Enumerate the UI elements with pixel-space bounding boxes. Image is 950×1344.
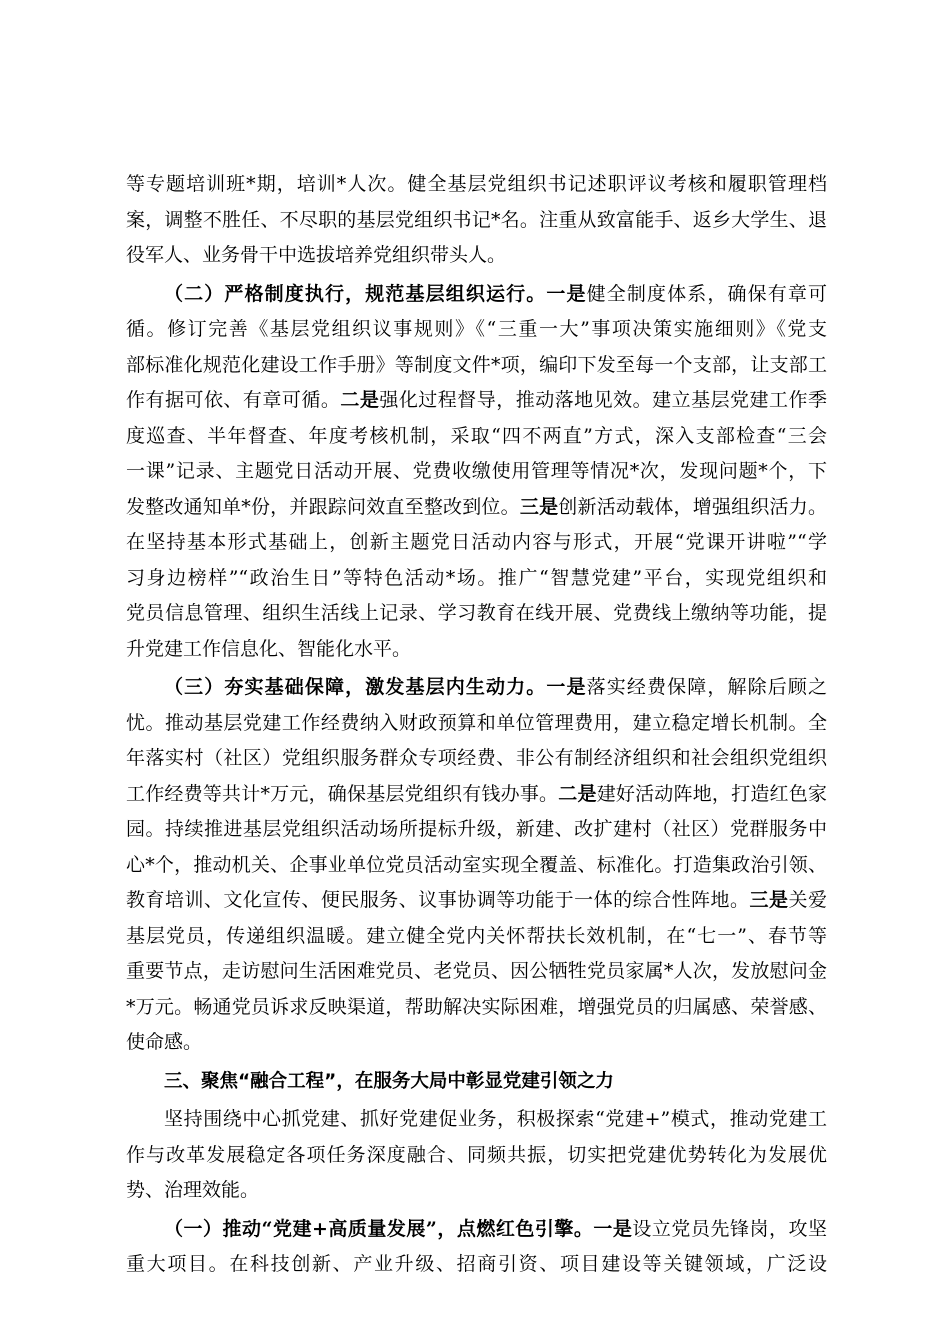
paragraph-line: 工作经费等共计*万元，确保基层党组织有钱办事。二是建好活动阵地，打造红色家: [126, 782, 827, 805]
paragraph-line: 役军人、业务骨干中选拔培养党组织带头人。: [126, 244, 507, 266]
enumeration-marker: 二是: [340, 389, 380, 411]
subsection-title: （二）严格制度执行，规范基层组织运行。: [164, 282, 547, 305]
paragraph-line: 作有据可依、有章可循。二是强化过程督导，推动落地见效。建立基层党建工作季: [126, 389, 827, 411]
enumeration-marker: 一是: [546, 282, 587, 305]
enumeration-marker: 一是: [593, 1217, 633, 1240]
paragraph-line: 坚持围绕中心抓党建、抓好党建促业务，积极探索“党建+”模式，推动党建工: [164, 1108, 827, 1130]
section-heading: 三、聚焦“融合工程”，在服务大局中彰显党建引领之力: [164, 1070, 614, 1092]
enumeration-marker: 一是: [546, 676, 587, 698]
paragraph-line: 重要节点，走访慰问生活困难党员、老党员、因公牺牲党员家属*人次，发放慰问金: [126, 960, 827, 982]
paragraph-line: 年落实村（社区）党组织服务群众专项经费、非公有制经济组织和社会组织党组织: [126, 747, 827, 769]
enumeration-marker: 三是: [749, 889, 789, 911]
paragraph-line: 一课”记录、主题党日活动开展、党费收缴使用管理等情况*次，发现问题*个，下: [126, 460, 827, 482]
paragraph-line: 势、治理效能。: [126, 1179, 260, 1201]
paragraph-line: 使命感。: [126, 1031, 203, 1053]
paragraph-line: 忧。推动基层党建工作经费纳入财政预算和单位管理费用，建立稳定增长机制。全: [126, 711, 827, 734]
paragraph-line: 教育培训、文化宣传、便民服务、议事协调等功能于一体的综合性阵地。三是关爱: [126, 889, 827, 911]
paragraph-line: 基层党员，传递组织温暖。建立健全党内关怀帮扶长效机制，在“七一”、春节等: [126, 924, 827, 947]
document-body: [126, 167, 827, 1283]
paragraph-line: 循。修订完善《基层党组织议事规则》《“三重一大”事项决策实施细则》《党支: [126, 318, 827, 340]
paragraph-line: 度巡查、半年督查、年度考核机制，采取“四不两直”方式，深入支部检查“三会: [126, 424, 827, 447]
enumeration-marker: 三是: [519, 495, 559, 518]
paragraph-line: 在坚持基本形式基础上，创新主题党日活动内容与形式，开展“党课开讲啦”“学: [126, 531, 827, 553]
subsection-title: （三）夯实基础保障，激发基层内生动力。: [164, 676, 547, 698]
paragraph-line: 部标准化规范化建设工作手册》等制度文件*项，编印下发至每一个支部，让支部工: [126, 353, 827, 376]
paragraph-line: 党员信息管理、组织生活线上记录、学习教育在线开展、党费线上缴纳等功能，提: [126, 602, 827, 624]
paragraph-line: 作与改革发展稳定各项任务深度融合、同频共振，切实把党建优势转化为发展优: [126, 1143, 827, 1166]
subsection-lead-line: （一）推动“党建+高质量发展”，点燃红色引擎。一是设立党员先锋岗，攻坚: [164, 1217, 827, 1240]
paragraph-line: 园。持续推进基层党组织活动场所提标升级，新建、改扩建村（社区）党群服务中: [126, 818, 827, 840]
subsection-lead-line: （二）严格制度执行，规范基层组织运行。一是健全制度体系，确保有章可: [164, 282, 827, 305]
paragraph-line: 习身边榜样”“政治生日”等特色活动*场。推广“智慧党建”平台，实现党组织和: [126, 566, 827, 589]
paragraph-line: 等专题培训班*期，培训*人次。健全基层党组织书记述职评议考核和履职管理档: [126, 173, 827, 195]
paragraph-line: 心*个，推动机关、企事业单位党员活动室实现全覆盖、标准化。打造集政治引领、: [126, 853, 827, 876]
paragraph-line: *万元。畅通党员诉求反映渠道，帮助解决实际困难，增强党员的归属感、荣誉感、: [126, 995, 827, 1018]
subsection-title: （一）推动“党建+高质量发展”，点燃红色引擎。: [164, 1217, 594, 1240]
paragraph-line: 发整改通知单*份，并跟踪问效直至整改到位。三是创新活动载体，增强组织活力。: [126, 495, 827, 518]
enumeration-marker: 二是: [558, 782, 597, 805]
paragraph-line: 重大项目。在科技创新、产业升级、招商引资、项目建设等关键领域，广泛设: [126, 1253, 827, 1275]
paragraph-line: 升党建工作信息化、智能化水平。: [126, 637, 412, 660]
paragraph-line: 案，调整不胜任、不尽职的基层党组织书记*名。注重从致富能手、返乡大学生、退: [126, 208, 827, 231]
subsection-lead-line: （三）夯实基础保障，激发基层内生动力。一是落实经费保障，解除后顾之: [164, 676, 827, 698]
